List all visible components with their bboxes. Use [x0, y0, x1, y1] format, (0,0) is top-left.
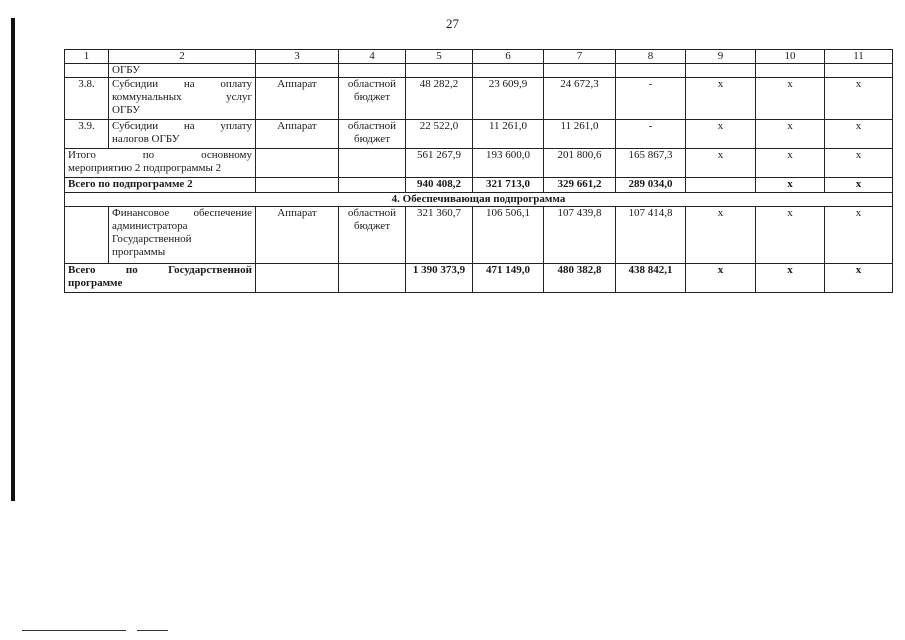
cell-executor: Аппарат	[256, 78, 339, 120]
cell-name: Финансовое обеспечение администратора Государственной программы	[109, 207, 256, 264]
cell-value: 471 149,0	[473, 264, 544, 293]
cell-mark: х	[825, 149, 893, 178]
cell-mark: х	[825, 78, 893, 120]
cell-value: 48 282,2	[406, 78, 473, 120]
cell-value: -	[616, 120, 686, 149]
cell-mark: х	[825, 264, 893, 293]
cell-value: 289 034,0	[616, 178, 686, 193]
cell-mark: х	[825, 207, 893, 264]
cell-mark: х	[756, 149, 825, 178]
row-number: 3.8.	[65, 78, 109, 120]
cell-mark: х	[756, 78, 825, 120]
cell-mark: х	[686, 120, 756, 149]
total-label: Всего по подпрограмме 2	[65, 178, 256, 193]
cell-value: 193 600,0	[473, 149, 544, 178]
subtotal-label: Итого по основному мероприятию 2 подпрограммы 2	[65, 149, 256, 178]
table-row	[65, 120, 893, 149]
cell-value: 106 506,1	[473, 207, 544, 264]
cell-value: 11 261,0	[473, 120, 544, 149]
col-header: 10	[756, 50, 825, 64]
cell-value: 561 267,9	[406, 149, 473, 178]
cell-executor: Аппарат	[256, 207, 339, 264]
cell-name: ОГБУ	[109, 64, 256, 78]
table-row	[65, 64, 893, 78]
cell-value: 11 261,0	[544, 120, 616, 149]
grand-total-label: Всего по Государственной программе	[65, 264, 256, 293]
col-header: 9	[686, 50, 756, 64]
page-number: 27	[446, 16, 459, 31]
cell-mark: х	[686, 78, 756, 120]
table-row	[65, 264, 893, 293]
cell-mark	[686, 178, 756, 193]
cell-value: 321 713,0	[473, 178, 544, 193]
col-header: 11	[825, 50, 893, 64]
cell-value: 329 661,2	[544, 178, 616, 193]
footnote-rule	[22, 630, 126, 631]
cell-mark: х	[756, 120, 825, 149]
table-row	[65, 178, 893, 193]
col-header: 2	[109, 50, 256, 64]
col-header: 6	[473, 50, 544, 64]
cell-value: 165 867,3	[616, 149, 686, 178]
cell-value: 24 672,3	[544, 78, 616, 120]
section-title: 4. Обеспечивающая подпрограмма	[65, 193, 893, 207]
col-header: 7	[544, 50, 616, 64]
cell-value: 22 522,0	[406, 120, 473, 149]
section-header-row	[65, 193, 893, 207]
cell-mark: х	[825, 120, 893, 149]
cell-value: 23 609,9	[473, 78, 544, 120]
cell-mark: х	[756, 178, 825, 193]
table-row	[65, 207, 893, 264]
cell-source: областной бюджет	[339, 120, 406, 149]
cell-value: 107 414,8	[616, 207, 686, 264]
cell-value: -	[616, 78, 686, 120]
col-header: 5	[406, 50, 473, 64]
col-header: 1	[65, 50, 109, 64]
cell-mark: х	[756, 264, 825, 293]
cell-value: 321 360,7	[406, 207, 473, 264]
cell-mark: х	[686, 264, 756, 293]
cell-value: 940 408,2	[406, 178, 473, 193]
cell-value: 480 382,8	[544, 264, 616, 293]
cell-name: Субсидии на уплату налогов ОГБУ	[109, 120, 256, 149]
table-row	[65, 78, 893, 120]
cell-source: областной бюджет	[339, 78, 406, 120]
cell-source: областной бюджет	[339, 207, 406, 264]
cell-value: 107 439,8	[544, 207, 616, 264]
footnote-rule	[137, 630, 168, 631]
cell-mark: х	[756, 207, 825, 264]
budget-table	[64, 49, 893, 293]
col-header: 3	[256, 50, 339, 64]
col-header: 4	[339, 50, 406, 64]
cell-executor: Аппарат	[256, 120, 339, 149]
cell-mark: х	[686, 149, 756, 178]
row-number: 3.9.	[65, 120, 109, 149]
column-number-row	[65, 50, 893, 64]
col-header: 8	[616, 50, 686, 64]
cell-name: Субсидии на оплату коммунальных услуг ОГБУ	[109, 78, 256, 120]
scan-margin-bar	[11, 18, 15, 501]
cell-mark: х	[825, 178, 893, 193]
cell-value: 1 390 373,9	[406, 264, 473, 293]
table-row	[65, 149, 893, 178]
cell-mark: х	[686, 207, 756, 264]
cell-value: 201 800,6	[544, 149, 616, 178]
cell-value: 438 842,1	[616, 264, 686, 293]
